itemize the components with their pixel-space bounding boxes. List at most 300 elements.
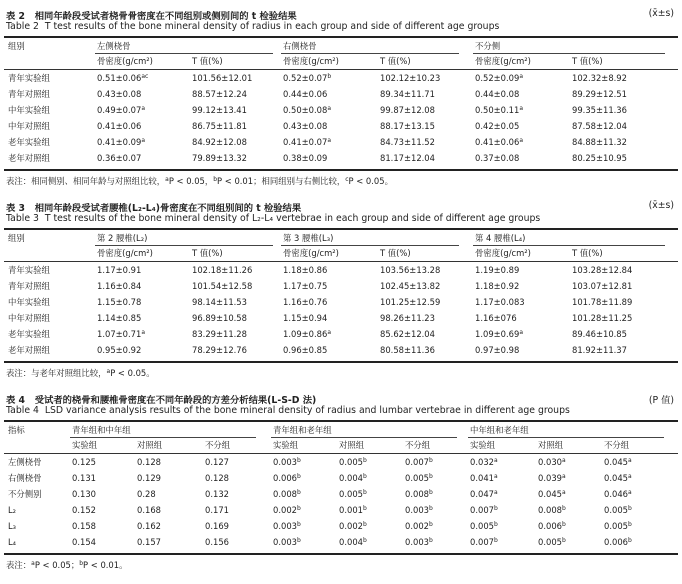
table2-row-label: 老年对照组: [8, 153, 50, 163]
table2-label-en: Table 2: [6, 21, 39, 32]
table3-row-label: 老年对照组: [8, 345, 50, 355]
table2-cell-text: 102.12±10.23: [380, 73, 441, 83]
table4-cell-text: 0.004: [339, 473, 363, 483]
table2-group-rule-2: [473, 53, 665, 54]
table3-cell: [283, 313, 327, 323]
table4-cell-text: 0.128: [137, 457, 161, 467]
table3-cell: [380, 345, 435, 355]
table2-cell: [572, 137, 627, 147]
table4-cell-sup: b: [561, 521, 566, 528]
table2-cell: [97, 89, 141, 99]
table2-cell: [380, 153, 435, 163]
table3-cell-text: 96.89±10.58: [192, 313, 247, 323]
table2-cell-text: 80.25±10.95: [572, 153, 627, 163]
table4-cell: [72, 537, 96, 547]
table4-cell-sup: b: [362, 537, 367, 544]
table4-cell-text: 0.045: [538, 489, 562, 499]
table3-cell: [97, 297, 141, 307]
table4-cell-text: 0.002: [273, 505, 297, 515]
table3-sub-t-2: T 值(%): [572, 248, 603, 258]
table3-label-cn: 表 3: [6, 203, 26, 214]
table4-cell-text: 0.002: [405, 521, 429, 531]
table3-cell-sup: a: [141, 329, 145, 336]
table3-cell: [97, 281, 141, 291]
table4-cell-text: 0.005: [470, 521, 494, 531]
table3-cell: [572, 313, 632, 323]
table4-note-b: b: [79, 560, 84, 567]
table2-note-a: a: [165, 176, 169, 183]
table2-cell: [475, 153, 519, 163]
table4-cell: [538, 521, 566, 531]
table4-cell-text: 0.008: [538, 505, 562, 515]
table4-cell-text: 0.157: [137, 537, 161, 547]
table4-cell-text: 0.007: [470, 537, 494, 547]
table2-cell-sup: a: [327, 105, 331, 112]
table3-cell: [475, 297, 525, 307]
table3-stat: [649, 200, 674, 211]
table3-cell-text: 0.97±0.98: [475, 345, 520, 355]
table4-cell-sup: b: [428, 473, 433, 480]
table2-cell-text: 102.32±8.92: [572, 73, 627, 83]
table2-sub-bmd-1: 骨密度(g/cm²): [283, 56, 339, 66]
table2-cell: [475, 137, 523, 147]
table4-cell-sup: b: [296, 521, 301, 528]
table4-sub-header: 对照组: [339, 440, 365, 450]
table4-cell: [137, 537, 161, 547]
table2-stat: [649, 8, 674, 19]
table3-cell-text: 0.96±0.85: [283, 345, 328, 355]
table2-note-prefix: 表注：相同侧别、相同年龄与对照组比较，: [6, 176, 166, 186]
table4-title-cn-text: 受试者的桡骨和腰椎骨密度在不同年龄段的方差分析结果(L-S-D 法): [34, 395, 317, 406]
table2-col-group-0: 左侧桡骨: [97, 41, 131, 51]
table4-cell-text: 0.046: [604, 489, 628, 499]
table3-cell-text: 1.17±0.083: [475, 297, 525, 307]
table3-cell-text: 102.45±13.82: [380, 281, 441, 291]
table3-cell-text: 1.18±0.86: [283, 265, 328, 275]
table4-cell-sup: b: [296, 505, 301, 512]
table3-cell: [192, 329, 247, 339]
table3-cell: [475, 281, 519, 291]
table3-cell: [192, 345, 247, 355]
table4-cell-text: 0.002: [339, 521, 363, 531]
table4-note-a: a: [31, 560, 35, 567]
table3-cell-text: 1.17±0.75: [283, 281, 328, 291]
table2-cell-text: 0.43±0.08: [97, 89, 142, 99]
table2-cell: [192, 137, 247, 147]
table4-cell: [604, 537, 632, 547]
table3-cell-text: 101.78±11.89: [572, 297, 633, 307]
table4-cell: [339, 521, 367, 531]
table4-cell-text: 0.005: [339, 457, 363, 467]
table3-cell-text: 1.16±0.84: [97, 281, 142, 291]
table4-cell: [339, 473, 367, 483]
table4-cell-text: 0.008: [405, 489, 429, 499]
table3-cell-text: 78.29±12.76: [192, 345, 247, 355]
table2-title-cn-text: 相同年龄段受试者桡骨骨密度在不同组别或侧别间的 t 检验结果: [34, 11, 297, 22]
table3-cell: [97, 345, 141, 355]
table3-note-prefix: 表注：与老年对照组比较，: [6, 368, 107, 378]
table2-cell-text: 0.51±0.06: [97, 73, 142, 83]
table3-cell: [380, 313, 435, 323]
table4-cell-text: 0.007: [470, 505, 494, 515]
table4-cell-sup: b: [428, 505, 433, 512]
table4-cell-sup: a: [561, 457, 566, 464]
table4-group-rule-0: [70, 437, 256, 438]
table4-cell: [137, 457, 161, 467]
table4-cell-text: 0.005: [538, 537, 562, 547]
table3-cell-text: 101.54±12.58: [192, 281, 253, 291]
table2-cell-text: 87.58±12.04: [572, 121, 627, 131]
table3-cell-text: 102.18±11.26: [192, 265, 253, 275]
table2-cell-text: 86.75±11.81: [192, 121, 247, 131]
table4-cell: [72, 505, 96, 515]
table4-cell-sup: b: [362, 473, 367, 480]
table4-note: [6, 559, 127, 571]
table3-note: [6, 367, 155, 379]
table2-cell-text: 0.52±0.09: [475, 73, 520, 83]
table4-row-label: L₄: [8, 537, 17, 547]
table4-group-rule-1: [271, 437, 457, 438]
table3-group-header: 组别: [8, 233, 25, 243]
table4-cell: [205, 537, 229, 547]
table4-row-label: 不分侧别: [8, 489, 42, 499]
table4-sub-header: 不分组: [405, 440, 431, 450]
table2-row-label: 中年实验组: [8, 105, 50, 115]
table4-cell: [538, 537, 566, 547]
table4-bottom-rule: [4, 553, 678, 555]
table2-cell-text: 0.41±0.09: [97, 137, 142, 147]
table4-cell-text: 0.039: [538, 473, 562, 483]
table2-cell: [97, 153, 141, 163]
table3-cell-text: 85.62±12.04: [380, 329, 435, 339]
table4-cell-text: 0.129: [137, 473, 161, 483]
table4-cell-text: 0.001: [339, 505, 363, 515]
table4-cell-text: 0.008: [273, 489, 297, 499]
table3-cell: [97, 313, 141, 323]
table2-cell-text: 81.17±12.04: [380, 153, 435, 163]
table3-cell-text: 0.95±0.92: [97, 345, 142, 355]
table3-cell: [572, 345, 627, 355]
table4-cell: [137, 489, 156, 499]
table4-cell-text: 0.003: [405, 505, 429, 515]
table4-cell-sup: a: [493, 457, 498, 464]
table4-cell-text: 0.003: [273, 457, 297, 467]
table4-cell: [470, 489, 498, 499]
table4-cell-sup: b: [362, 505, 367, 512]
table4-cell: [273, 521, 301, 531]
table4-cell: [470, 473, 498, 483]
table4-cell-text: 0.28: [137, 489, 156, 499]
table4-cell-text: 0.003: [273, 521, 297, 531]
table4-sub-header: 不分组: [604, 440, 630, 450]
table4-cell: [538, 489, 566, 499]
table4-cell: [205, 473, 229, 483]
table4-cell: [273, 489, 301, 499]
table4-cell-text: 0.128: [205, 473, 229, 483]
table2-cell-text: 0.50±0.11: [475, 105, 520, 115]
table4-sub-header: 实验组: [470, 440, 496, 450]
table2-col-group-2: 不分侧: [475, 41, 501, 51]
table4-cell: [72, 489, 96, 499]
table4-cell: [604, 457, 632, 467]
table3-sub-bmd-0: 骨密度(g/cm²): [97, 248, 153, 258]
table4-stat-text: (P 值): [648, 395, 674, 406]
table3-cell-text: 1.15±0.94: [283, 313, 328, 323]
table4-sub-header: 实验组: [273, 440, 299, 450]
table4-cell: [273, 505, 301, 515]
table4-cell-text: 0.006: [273, 473, 297, 483]
table2-sub-t-0: T 值(%): [192, 56, 223, 66]
table4-cell-sup: b: [362, 521, 367, 528]
table2-sub-t-1: T 值(%): [380, 56, 411, 66]
table4-cell: [470, 505, 498, 515]
table4-cell: [604, 473, 632, 483]
table3-cell-sup: a: [519, 329, 523, 336]
table4-cell: [205, 521, 229, 531]
table3-cell-text: 1.09±0.86: [283, 329, 328, 339]
table4-cell: [273, 457, 301, 467]
table3-col-group-2: 第 4 腰椎(L₄): [475, 233, 526, 243]
table2-sub-bmd-0: 骨密度(g/cm²): [97, 56, 153, 66]
table4-cell-text: 0.168: [137, 505, 161, 515]
table2-bottom-rule: [4, 169, 678, 171]
table4-cell-sup: b: [493, 521, 498, 528]
table3-cell-text: 98.26±11.23: [380, 313, 435, 323]
table3-cell-text: 1.19±0.89: [475, 265, 520, 275]
table2-cell-text: 0.52±0.07: [283, 73, 328, 83]
table3-cell: [572, 281, 632, 291]
table4-cell-text: 0.004: [339, 537, 363, 547]
table4-cell-sup: b: [296, 489, 301, 496]
table4-cell: [205, 505, 229, 515]
table2-cell-text: 101.56±12.01: [192, 73, 253, 83]
table4-cell-sup: b: [362, 489, 367, 496]
table2-cell: [283, 153, 327, 163]
table4-cell-sup: b: [428, 457, 433, 464]
table3-cell: [380, 297, 440, 307]
table4-cell-sup: a: [493, 473, 498, 480]
table2-cell: [283, 121, 327, 131]
table4-cell-text: 0.003: [273, 537, 297, 547]
table4-cell-text: 0.005: [339, 489, 363, 499]
table3-cell: [475, 265, 519, 275]
table4-cell-text: 0.152: [72, 505, 96, 515]
table2-cell: [380, 89, 435, 99]
table3-cell-text: 1.15±0.78: [97, 297, 142, 307]
table4-note-b-text: P < 0.01。: [83, 560, 128, 570]
table4-cell-text: 0.005: [604, 505, 628, 515]
table3-cell: [97, 265, 141, 275]
table2-cell-text: 0.44±0.06: [283, 89, 328, 99]
table4-cell: [137, 521, 161, 531]
table2-note-b-text: P < 0.01；相同组别与右侧比较，: [217, 176, 346, 186]
table4-cell: [339, 537, 367, 547]
table3-group-rule-1: [281, 245, 459, 246]
table3-cell-text: 101.25±12.59: [380, 297, 441, 307]
table2-cell-text: 0.41±0.07: [283, 137, 328, 147]
table3-cell-text: 103.28±12.84: [572, 265, 633, 275]
table2-cell-text: 0.49±0.07: [97, 105, 142, 115]
table3-row-label: 青年实验组: [8, 265, 50, 275]
table3-cell: [283, 329, 331, 339]
table2-cell: [380, 105, 435, 115]
table4-cell-sup: b: [296, 473, 301, 480]
table3-cell: [192, 265, 252, 275]
table4-label-en: Table 4: [6, 405, 39, 416]
table4-cell: [205, 489, 229, 499]
table4-cell-text: 0.003: [405, 537, 429, 547]
table4-cell: [72, 457, 96, 467]
table4-sub-header: 不分组: [205, 440, 231, 450]
table3-cell-text: 1.16±076: [475, 313, 517, 323]
table4-cell-text: 0.171: [205, 505, 229, 515]
table2-cell: [380, 73, 440, 83]
table2-cell-sup: a: [519, 105, 523, 112]
table4-cell-sup: b: [627, 521, 632, 528]
table2-cell-text: 88.17±13.15: [380, 121, 435, 131]
table4-cell-text: 0.131: [72, 473, 96, 483]
table2-cell-sup: a: [327, 137, 331, 144]
table2-cell: [572, 73, 627, 83]
table2-cell: [192, 121, 247, 131]
table3-row-label: 老年实验组: [8, 329, 50, 339]
table4-cell-sup: b: [493, 505, 498, 512]
table2-cell: [380, 137, 435, 147]
table2-cell-sup: ac: [141, 73, 149, 80]
table3-cell: [380, 281, 440, 291]
table2-cell-text: 0.41±0.06: [475, 137, 520, 147]
table4-cell-sup: b: [428, 489, 433, 496]
table4-cell-text: 0.047: [470, 489, 494, 499]
table4-cell: [72, 521, 96, 531]
table2-title-en: [6, 21, 499, 32]
table4-cell-sup: b: [428, 521, 433, 528]
table4-cell-sup: b: [428, 537, 433, 544]
table2-top-rule: [4, 36, 678, 38]
table4-cell-text: 0.125: [72, 457, 96, 467]
table4-cell-text: 0.006: [604, 537, 628, 547]
table4-cell: [273, 537, 301, 547]
table3-cell: [475, 345, 519, 355]
table2-cell: [97, 105, 145, 115]
table4-cell-text: 0.154: [72, 537, 96, 547]
table4-note-a-text: P < 0.05；: [34, 560, 80, 570]
table2-cell: [572, 121, 627, 131]
table4-cell-text: 0.158: [72, 521, 96, 531]
table2-title-cn: [6, 8, 297, 22]
table3-sub-t-0: T 值(%): [192, 248, 223, 258]
table2-cell-sup: a: [519, 137, 523, 144]
table4-row-label: 左侧桡骨: [8, 457, 42, 467]
table2-cell-text: 0.41±0.06: [97, 121, 142, 131]
table3-group-rule-0: [95, 245, 273, 246]
table3-cell-text: 103.56±13.28: [380, 265, 441, 275]
table3-cell: [283, 281, 327, 291]
table3-cell: [192, 281, 252, 291]
table2-cell: [97, 121, 141, 131]
table4-cell: [405, 457, 433, 467]
table2-cell: [192, 153, 247, 163]
table2-cell-text: 0.36±0.07: [97, 153, 142, 163]
table2-note: [6, 175, 393, 187]
table3-cell: [572, 297, 632, 307]
table4-cell: [470, 537, 498, 547]
table3-cell: [283, 345, 327, 355]
table4-cell: [205, 457, 229, 467]
table2-cell-text: 89.34±11.71: [380, 89, 435, 99]
table4-sub-header: 实验组: [72, 440, 98, 450]
table2-cell-text: 0.38±0.09: [283, 153, 328, 163]
table2-cell-text: 99.87±12.08: [380, 105, 435, 115]
table3-row-label: 中年对照组: [8, 313, 50, 323]
table4-cell: [72, 473, 96, 483]
table4-cell-text: 0.162: [137, 521, 161, 531]
table3-cell: [380, 329, 435, 339]
table3-col-group-0: 第 2 腰椎(L₂): [97, 233, 148, 243]
table3-col-group-1: 第 3 腰椎(L₃): [283, 233, 334, 243]
table2-head-rule: [4, 69, 678, 70]
table3-cell: [283, 265, 327, 275]
table3-head-rule: [4, 261, 678, 262]
table4-cell: [339, 489, 367, 499]
table3-cell-text: 103.07±12.81: [572, 281, 633, 291]
table4-sub-header: 对照组: [137, 440, 163, 450]
table4-cell: [405, 489, 433, 499]
table3-cell: [192, 297, 247, 307]
table4-group-rule-2: [468, 437, 664, 438]
table2-cell: [572, 105, 627, 115]
table3-title-en-text: T test results of the bone mineral density of L₂-L₄ vertebrae in each group and side of different age groups: [44, 213, 541, 224]
table2-title-en-text: T test results of the bone mineral density of radius in each group and side of different age groups: [44, 21, 500, 32]
table4-cell-sup: b: [493, 537, 498, 544]
table4-cell-text: 0.045: [604, 473, 628, 483]
table4-cell: [405, 537, 433, 547]
table4-col-group-1: 青年组和老年组: [273, 425, 332, 435]
table4-cell-sup: a: [627, 457, 632, 464]
table3-cell-text: 101.28±11.25: [572, 313, 633, 323]
table2-cell-text: 0.37±0.08: [475, 153, 520, 163]
table3-cell: [475, 329, 523, 339]
table3-sub-bmd-1: 骨密度(g/cm²): [283, 248, 339, 258]
table2-cell: [572, 153, 627, 163]
table2-note-a-text: P < 0.05，: [168, 176, 214, 186]
table2-cell-text: 0.43±0.08: [283, 121, 328, 131]
table4-cell: [405, 521, 433, 531]
table3-cell: [475, 313, 517, 323]
table2-group-rule-1: [281, 53, 459, 54]
table2-cell-text: 79.89±13.32: [192, 153, 247, 163]
table4-stat: [649, 392, 674, 406]
table3-sub-t-1: T 值(%): [380, 248, 411, 258]
table4-label-cn: 表 4: [6, 395, 26, 406]
table2-cell-text: 0.44±0.08: [475, 89, 520, 99]
table2-group-rule-0: [95, 53, 273, 54]
table4-cell: [339, 457, 367, 467]
table2-note-c: c: [345, 176, 349, 183]
table3-cell-text: 1.09±0.69: [475, 329, 520, 339]
table2-cell-text: 84.92±12.08: [192, 137, 247, 147]
table4-cell-text: 0.156: [205, 537, 229, 547]
table4-cell-text: 0.130: [72, 489, 96, 499]
table2-cell-sup: a: [141, 105, 145, 112]
table2-cell: [475, 89, 519, 99]
table2-cell: [283, 137, 331, 147]
table2-cell: [475, 121, 519, 131]
table3-stat-text: (x̄±s): [648, 200, 674, 211]
table4-cell-sup: b: [627, 537, 632, 544]
table2-stat-text: (x̄±s): [648, 8, 674, 19]
table4-cell-sup: b: [296, 457, 301, 464]
